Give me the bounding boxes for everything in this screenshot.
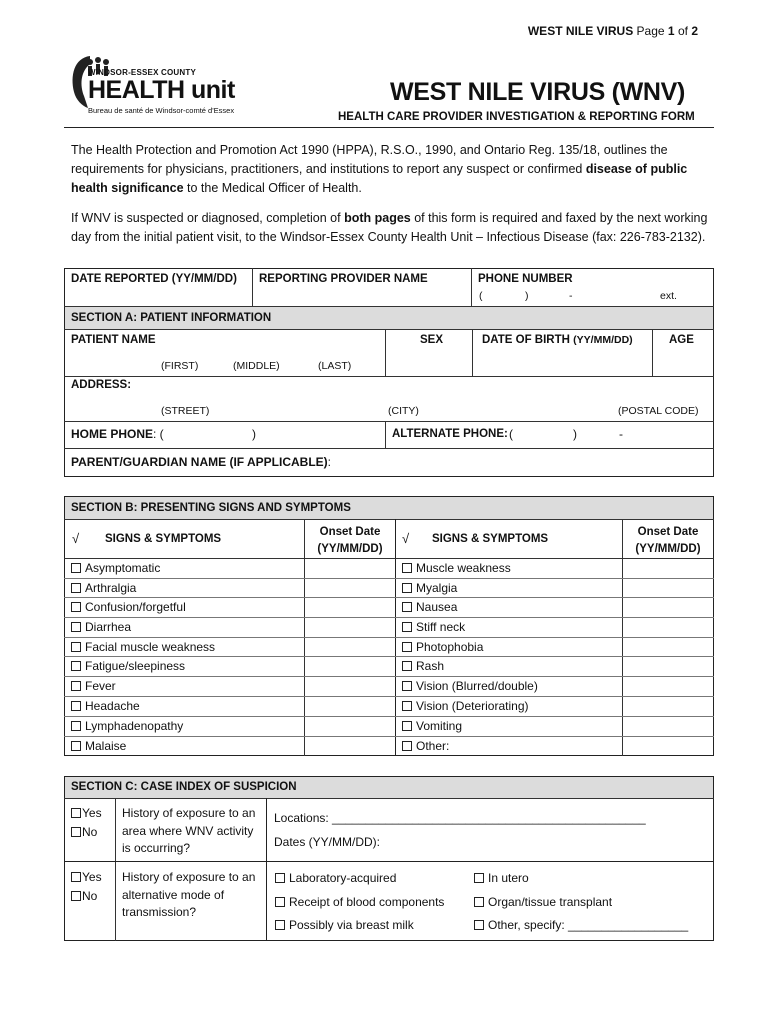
logo-main-text: HEALTH unit [88, 76, 235, 104]
right-onset-header [623, 524, 713, 558]
option-label: Receipt of blood components [289, 895, 445, 909]
symptom-checkbox[interactable] [402, 739, 449, 753]
symptom-checkbox[interactable] [402, 600, 457, 614]
checkbox-icon[interactable] [275, 920, 285, 930]
middle-label: (MIDDLE) [233, 360, 280, 372]
home-phone-label: HOME PHONE [71, 427, 154, 441]
last-label: (LAST) [318, 360, 352, 372]
transmission-option[interactable] [275, 895, 444, 909]
symptom-label: Asymptomatic [85, 561, 161, 575]
symptom-label: Vision (Blurred/double) [416, 679, 538, 693]
health-unit-logo [68, 50, 248, 120]
symptom-label: Stiff neck [416, 620, 466, 634]
option-label: In utero [488, 871, 529, 885]
date-reported-label: DATE REPORTED (YY/MM/DD) [71, 273, 237, 285]
city-label: (CITY) [388, 405, 419, 417]
symptom-checkbox[interactable] [402, 620, 465, 634]
symptom-checkbox[interactable] [402, 561, 511, 575]
q1-yes-checkbox[interactable] [71, 806, 102, 820]
intro-p1-bold: disease of public health significance [71, 162, 688, 195]
transmission-option[interactable] [275, 918, 414, 932]
yes-label: Yes [82, 806, 102, 820]
checkbox-icon[interactable] [402, 681, 412, 691]
guardian-label: PARENT/GUARDIAN NAME (IF APPLICABLE) [71, 455, 328, 469]
dob-label [482, 334, 633, 346]
q1-no-checkbox[interactable] [71, 825, 97, 839]
left-onset-line2: (YY/MM/DD) [317, 543, 383, 555]
phone-number-label: PHONE NUMBER [478, 273, 573, 285]
alt-phone-open: ( [509, 427, 513, 441]
first-label: (FIRST) [161, 360, 199, 372]
street-label: (STREET) [161, 405, 210, 417]
left-onset-line1: Onset Date [319, 526, 381, 538]
yes-label: Yes [82, 870, 102, 884]
alt-phone-dash: - [619, 427, 623, 441]
symptom-checkbox[interactable] [71, 581, 136, 595]
checkbox-icon[interactable] [402, 602, 412, 612]
alt-phone-close: ) [573, 427, 577, 441]
left-check-header-icon: √ [72, 531, 80, 546]
form-subtitle: HEALTH CARE PROVIDER INVESTIGATION & REPORTING FORM [338, 111, 695, 123]
checkbox-icon[interactable] [71, 808, 81, 818]
checkbox-icon[interactable] [402, 701, 412, 711]
page-indicator [528, 24, 698, 38]
phone-open-paren: ( [479, 290, 483, 302]
symptom-label: Lymphadenopathy [85, 719, 184, 733]
symptom-label: Photophobia [416, 640, 484, 654]
title-divider [64, 127, 714, 128]
right-signs-header: SIGNS & SYMPTOMS [432, 533, 549, 545]
page-current: 1 [667, 24, 675, 38]
option-label: Other, specify: __________________ [488, 918, 689, 932]
right-onset-line1: Onset Date [637, 526, 699, 538]
dob-label-text: DATE OF BIRTH [482, 334, 570, 346]
q2-yes-checkbox[interactable] [71, 870, 102, 884]
transmission-option[interactable] [275, 871, 396, 885]
transmission-option[interactable] [474, 871, 529, 885]
guardian-field [71, 455, 331, 469]
symptom-label: Vision (Deteriorating) [416, 699, 529, 713]
section-c-title: SECTION C: CASE INDEX OF SUSPICION [71, 781, 297, 793]
symptom-checkbox[interactable] [71, 659, 185, 673]
right-check-header-icon: √ [402, 531, 410, 546]
checkbox-icon[interactable] [474, 873, 484, 883]
symptom-label: Malaise [85, 739, 127, 753]
sex-label: SEX [420, 334, 444, 346]
phone-close-paren: ) [525, 290, 529, 302]
q2-no-checkbox[interactable] [71, 889, 97, 903]
checkbox-icon[interactable] [71, 681, 81, 691]
symptom-checkbox[interactable] [71, 739, 126, 753]
address-label: ADDRESS: [71, 379, 132, 391]
symptom-label: Vomiting [416, 719, 463, 733]
checkbox-icon[interactable] [402, 741, 412, 751]
symptom-checkbox[interactable] [402, 581, 457, 595]
checkbox-icon[interactable] [71, 661, 81, 671]
patient-name-label: PATIENT NAME [71, 334, 156, 346]
checkbox-icon[interactable] [474, 897, 484, 907]
symptom-checkbox[interactable] [71, 600, 186, 614]
dates-field[interactable]: Dates (YY/MM/DD): [274, 835, 381, 849]
guardian-colon: : [327, 455, 332, 469]
symptom-checkbox[interactable] [71, 620, 131, 634]
dob-format: (YY/MM/DD) [573, 334, 633, 346]
intro-p2-a: If WNV is suspected or diagnosed, completion of [71, 211, 345, 225]
left-onset-header [305, 524, 395, 558]
checkbox-icon[interactable] [71, 602, 81, 612]
checkbox-icon[interactable] [71, 721, 81, 731]
transmission-option[interactable] [474, 895, 612, 909]
checkbox-icon[interactable] [71, 741, 81, 751]
symptom-label: Fever [85, 679, 116, 693]
symptom-label: Rash [416, 659, 445, 673]
q1-question: History of exposure to an area where WNV activity is occurring? [122, 806, 256, 855]
option-label: Laboratory-acquired [289, 871, 397, 885]
symptom-label: Facial muscle weakness [85, 640, 216, 654]
symptom-checkbox[interactable] [71, 561, 160, 575]
home-phone-open: : ( [153, 427, 164, 441]
option-label: Organ/tissue transplant [488, 895, 613, 909]
checkbox-icon[interactable] [71, 583, 81, 593]
symptom-label: Diarrhea [85, 620, 132, 634]
symptom-checkbox[interactable] [71, 719, 183, 733]
symptom-label: Nausea [416, 600, 458, 614]
intro-p1-a: The Health Protection and Promotion Act 1990 (HPPA), R.S.O., 1990, and Ontario Reg. 135/18, outlines the requirements for physicians, practitioners, and institutions to report any suspect or confirmed [71, 143, 668, 176]
form-title: WEST NILE VIRUS (WNV) [390, 78, 686, 106]
phone-dash: - [569, 290, 573, 302]
reporting-provider-label: REPORTING PROVIDER NAME [259, 273, 428, 285]
symptom-label: Confusion/forgetful [85, 600, 186, 614]
checkbox-icon[interactable] [402, 721, 412, 731]
home-phone-field [71, 427, 164, 441]
checkbox-icon[interactable] [402, 583, 412, 593]
postal-code-label: (POSTAL CODE) [618, 405, 699, 417]
page-total: 2 [691, 24, 698, 38]
checkbox-icon[interactable] [71, 563, 81, 573]
home-phone-close: ) [252, 427, 256, 441]
right-onset-line2: (YY/MM/DD) [635, 543, 701, 555]
checkbox-icon[interactable] [402, 642, 412, 652]
checkbox-icon[interactable] [402, 661, 412, 671]
symptom-label: Fatigue/sleepiness [85, 659, 186, 673]
symptom-checkbox[interactable] [71, 679, 116, 693]
checkbox-icon[interactable] [474, 920, 484, 930]
logo-top-text: WINDSOR-ESSEX COUNTY [88, 68, 197, 77]
symptom-label: Other: [416, 739, 450, 753]
symptom-label: Headache [85, 699, 140, 713]
symptom-checkbox[interactable] [71, 640, 215, 654]
symptom-checkbox[interactable] [402, 699, 529, 713]
page-indicator-title: WEST NILE VIRUS [527, 24, 634, 38]
intro-paragraph-1 [71, 141, 711, 198]
checkbox-icon[interactable] [275, 897, 285, 907]
symptom-checkbox[interactable] [402, 679, 538, 693]
checkbox-icon[interactable] [71, 642, 81, 652]
checkbox-icon[interactable] [71, 701, 81, 711]
section-a-title: SECTION A: PATIENT INFORMATION [71, 312, 272, 324]
of-word: of [677, 24, 688, 38]
checkbox-icon[interactable] [71, 872, 81, 882]
left-signs-header: SIGNS & SYMPTOMS [105, 533, 222, 545]
symptom-label: Muscle weakness [416, 561, 511, 575]
checkbox-icon[interactable] [402, 563, 412, 573]
symptom-checkbox[interactable] [402, 659, 444, 673]
symptom-checkbox[interactable] [402, 719, 462, 733]
q2-question: History of exposure to an alternative mode of transmission? [122, 870, 256, 919]
symptom-checkbox[interactable] [71, 699, 140, 713]
option-label: Possibly via breast milk [289, 918, 414, 932]
checkbox-icon[interactable] [71, 622, 81, 632]
intro-p2-bold: both pages [344, 211, 411, 225]
locations-field[interactable]: Locations: _______________________________________________ [274, 811, 646, 825]
page-word: Page [636, 24, 665, 38]
logo-sub-text: Bureau de santé de Windsor-comté d'Essex [88, 106, 235, 115]
transmission-option[interactable] [474, 918, 688, 932]
checkbox-icon[interactable] [71, 891, 81, 901]
intro-paragraph-2 [71, 209, 711, 247]
checkbox-icon[interactable] [275, 873, 285, 883]
section-a-box [64, 268, 714, 477]
phone-ext: ext. [660, 290, 677, 302]
symptom-label: Myalgia [416, 581, 458, 595]
symptom-label: Arthralgia [85, 581, 137, 595]
intro-p1-b: to the Medical Officer of Health. [183, 181, 362, 195]
alt-phone-label: ALTERNATE PHONE: [392, 428, 508, 440]
checkbox-icon[interactable] [71, 827, 81, 837]
symptom-checkbox[interactable] [402, 640, 483, 654]
checkbox-icon[interactable] [402, 622, 412, 632]
no-label: No [82, 825, 98, 839]
intro-p2-b: of this form is required and faxed by the next working day from the initial patient visit, to the Windsor-Essex County Health Unit – Infectious Disease (fax: 226-783-2132). [71, 211, 708, 244]
section-b-title: SECTION B: PRESENTING SIGNS AND SYMPTOMS [71, 502, 351, 514]
age-label: AGE [669, 334, 694, 346]
no-label: No [82, 889, 98, 903]
